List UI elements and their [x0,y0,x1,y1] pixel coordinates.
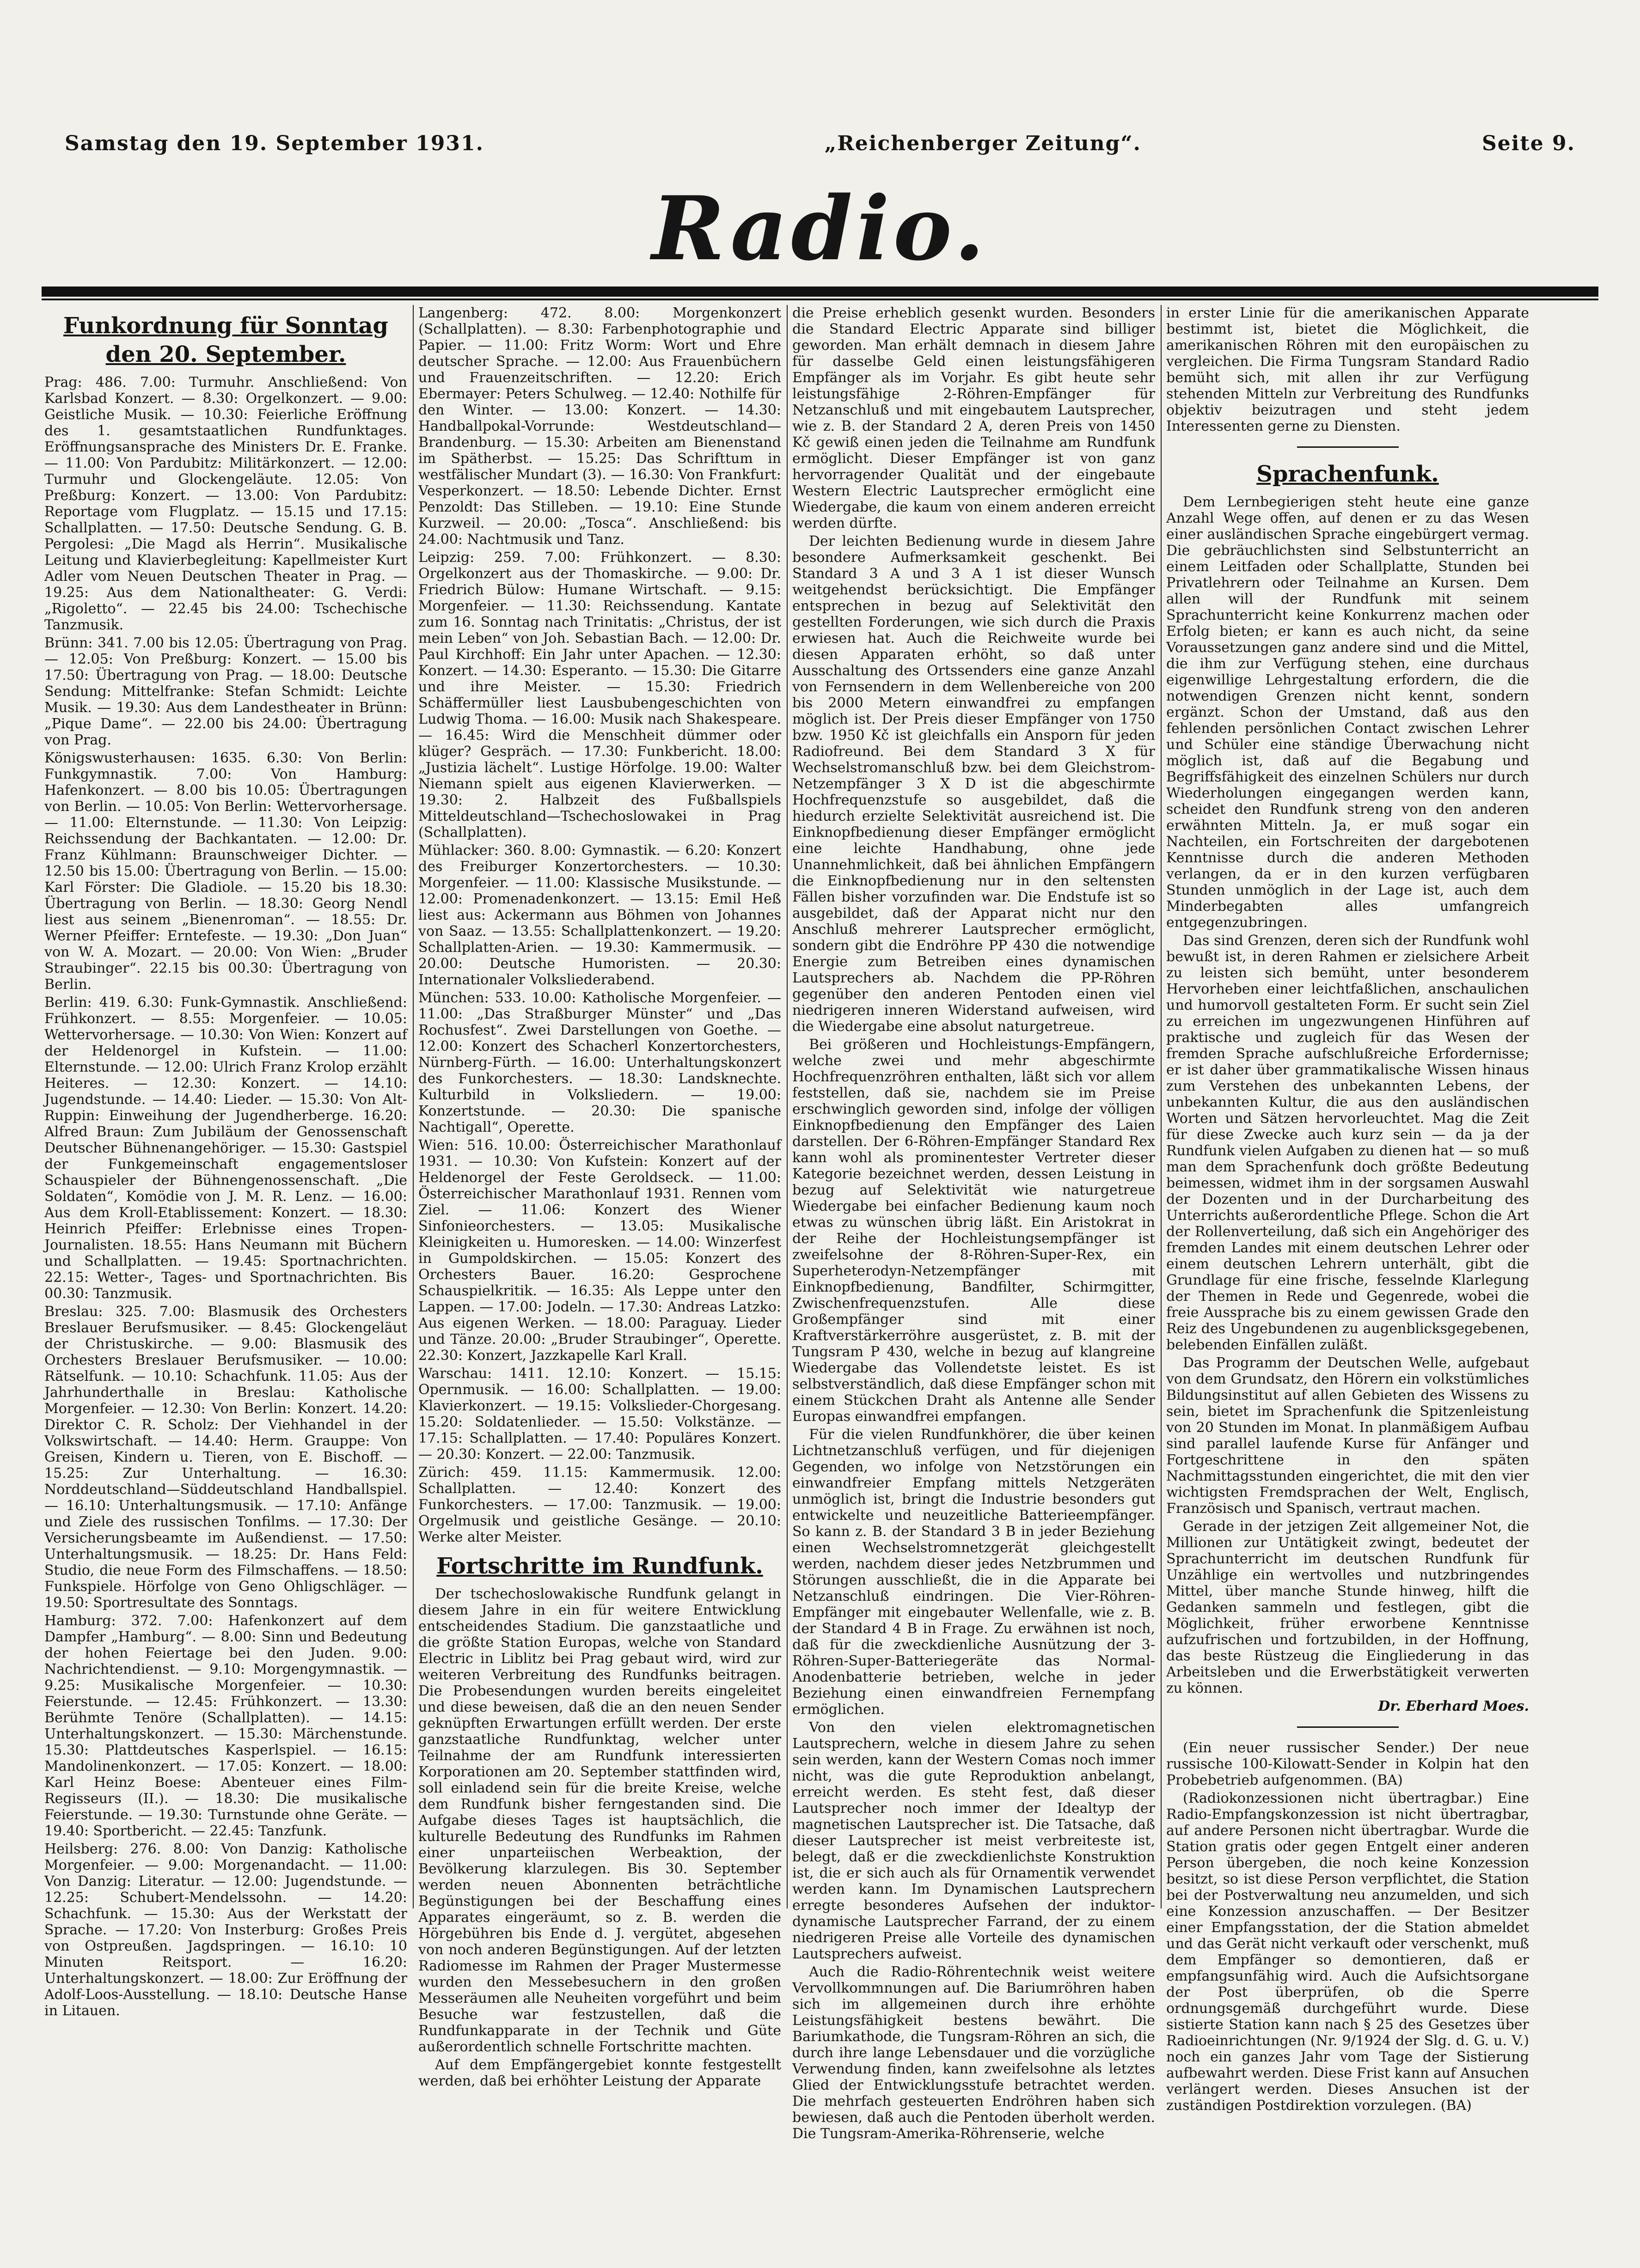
notice-paragraph: (Radiokonzessionen nicht übertragbar.) Eine Radio-Empfangskonzession ist nicht übertragbar, auf andere Personen nicht übertragbar. Wurde die Station gratis oder gegen Entgelt einer anderen Person übergeben, die noch keine Konzession besitzt, so ist diese Person verpflichtet, die Station bei der Postverwaltung neu anzumelden, und sich eine Konzession anzuschaffen. — Der Besitzer einer Empfangsstation, der die Station abmeldet und das Gerät nicht verkauft oder verschenkt, muß dem Empfänger so demontieren, daß er empfangsunfähig wird. Auch die Aufsichtsorgane der Post überprüfen, ob die Sperre ordnungsgemäß durchgeführt wurde. Diese sistierte Station kann nach § 25 des Gesetzes über Radioeinrichtungen (Nr. 9/1924 der Slg. d. G. u. V.) noch ein ganzes Jahr vom Tage der Sistierung aufbewahrt werden. Diese Frist kann auf Ansuchen verlängert werden. Dieses Ansuchen ist der zuständigen Postdirektion vorzulegen. (BA) [1166,1790,1529,2114]
masthead-rule [42,287,1598,297]
article-paragraph: Das sind Grenzen, deren sich der Rundfunk wohl bewußt ist, in deren Rahmen er zielsichere Arbeit zu leisten sich bemüht, unter besonderem Hervorheben einer leichtfaßlichen, anschaulichen und humorvoll gestalteten Form. Er sucht sein Ziel zu erreichen im ungezwungenen Hinführen auf praktische und zugleich für das Wesen der fremden Sprache aufschlußreiche Erfordernisse; er ist daher über grammatikalische Wissen hinaus zum Verstehen des unbekannten Lebens, der unbekannten Kultur, die aus den ausländischen Worten und Sätzen hervorleuchtet. Mag die Zeit für diese Zwecke auch kurz sein — da ja der Rundfunk vielen Aufgaben zu dienen hat — so muß man dem Sprachenfunk doch größte Bedeutung beimessen, widmet ihm in der sorgsamen Auswahl der Dozenten und in der Durcharbeitung des Unterrichts außerordentliche Pflege. Schon die Art der Rollenverteilung, daß sich ein Angehöriger des fremden Landes mit einem deutschen Lehrer oder einem deutschen Lehrern unterhält, gibt die Grundlage für eine frische, fesselnde Klarlegung der Themen in Rede und Gegenrede, wobei die freie Aussprache bis zu einem gewissen Grade den Reiz des Ungebundenen zu augenblicksgegebenen, belebenden Einfällen zuläßt. [1166,933,1529,1353]
article-paragraph: Der tschechoslowakische Rundfunk gelangt in diesem Jahre in ein für weitere Entwicklung entscheidendes Stadium. Die ganzstaatliche und die größte Station Europas, welche von Standard Electric in Liblitz bei Prag gebaut wird, wird zur weiteren Verbreitung des Rundfunks beitragen. Die Probesendungen wurden bereits eingeleitet und diese beweisen, daß die an den neuen Sender geknüpften Erwartungen erfüllt werden. Der erste ganzstaatliche Rundfunktag, welcher unter Teilnahme der am Rundfunk interessierten Korporationen am 20. September stattfinden wird, soll einladend sein für die breite Kreise, welche dem Rundfunk bisher ferngestanden sind. Die Aufgabe dieses Tages ist hauptsächlich, die kulturelle Bedeutung des Rundfunks im Rahmen einer unparteiischen Werbeaktion, der Bevölkerung klarzulegen. Bis 30. September werden neuen Abonnenten beträchtliche Begünstigungen bei der Beschaffung eines Apparates eingeräumt, so z. B. werden die Hörgebühren bis Ende d. J. vergütet, abgesehen von noch anderen Begünstigungen. Auf der letzten Radiomesse im Rahmen der Prager Mustermesse wurden den Messebesuchern in den großen Messeräumen alle Neuheiten vorgeführt und beim Besuche war festzustellen, daß die Rundfunkapparate in der Technik und Güte außerordentlich schnelle Fortschritte machten. [418,1586,781,2055]
program-hamburg: Hamburg: 372. 7.00: Hafenkonzert auf dem Dampfer „Hamburg“. — 8.00: Sinn und Bedeutung der hohen Feiertage bei den Juden. 9.00: Nachrichtendienst. — 9.10: Morgengymnastik. — 9.25: Musikalische Morgenfeier. — 10.30: Feierstunde. — 12.45: Frühkonzert. — 13.30: Berühmte Tenöre (Schallplatten). — 14.15: Unterhaltungskonzert. — 15.30: Märchenstunde. 15.30: Plattdeutsches Kasperlspiel. — 16.15: Mandolinenkonzert. — 17.05: Konzert. — 18.00: Karl Heinz Boese: Abenteuer eines Film-Regisseurs (II.). — 18.30: Die musikalische Feierstunde. — 19.30: Turnstunde ohne Geräte. — 19.40: Sportbericht. — 22.45: Tanzfunk. [44,1613,407,1839]
author-signature: Dr. Eberhard Moes. [1378,1698,1529,1714]
column-2 [418,305,781,2092]
masthead-rule-thin [42,299,1598,300]
column-separator [1161,305,1162,1908]
column-3 [792,305,1155,2142]
article-paragraph: Für die vielen Rundfunkhörer, die über keinen Lichtnetzanschluß verfügen, und für diejenigen Gegenden, wo infolge von Netzstörungen ein einwandfreier Empfang mittels Netzgeräten unmöglich ist, bringt die Industrie besonders gut entwickelte und neuzeitliche Batterieempfänger. So kann z. B. der Standard 3 B in jeder Beziehung einen Wechselstromnetzgerät gleichgestellt werden, nachdem dieser jedes Netzbrummen und Störungen ausschließt, die in die Apparate bei Netzanschluß eindringen. Die Vier-Röhren-Empfänger mit eingebauter Wellenfalle, wie z. B. der Standard 4 B in Frage. Zu erwähnen ist noch, daß für die zweckdienliche Ausnützung der 3-Röhren-Super-Batteriegeräte das Normal-Anodenbatterie betrieben, welche in jeder Beziehung einen einwandfreien Fernempfang ermöglichen. [792,1427,1155,1718]
program-langenberg: Langenberg: 472. 8.00: Morgenkonzert (Schallplatten). — 8.30: Farbenphotographie und Papier. — 11.00: Fritz Worm: Wort und Ehre deutscher Sprache. — 12.00: Aus Frauenbüchern und Frauenzeitschriften. — 12.20: Erich Ebermayer: Peters Schulweg. — 12.40: Nothilfe für den Winter. — 13.00: Konzert. — 14.30: Handballpokal-Vorrunde: Westdeutschland—Brandenburg. — 15.30: Arbeiten am Bienenstand im Spätherbst. — 15.25: Das Schrifttum in westfälischer Mundart (3). — 16.30: Von Frankfurt: Vesperkonzert. — 18.50: Lebende Dichter. Ernst Penzoldt: Das Stilleben. — 19.10: Eine Stunde Kurzweil. — 20.00: „Tosca“. Anschließend: bis 24.00: Nachtmusik und Tanz. [418,305,781,548]
program-breslau: Breslau: 325. 7.00: Blasmusik des Orchesters Breslauer Berufsmusiker. — 8.45: Glockengeläut der Christuskirche. — 9.00: Blasmusik des Orchesters Breslauer Berufsmusiker. — 10.00: Rätselfunk. — 10.10: Schachfunk. 11.05: Aus der Jahrhunderthalle in Breslau: Katholische Morgenfeier. — 12.30: Von Berlin: Konzert. 14.20: Direktor C. R. Scholz: Der Viehhandel in der Volkswirtschaft. — 14.40: Herm. Grauppe: Von Greisen, Kindern u. Tieren, von E. Bischoff. — 15.25: Zur Unterhaltung. — 16.30: Norddeutschland—Süddeutschland Handballspiel. — 16.10: Unterhaltungsmusik. — 17.10: Anfänge und Ziele des russischen Tonfilms. — 17.30: Der Versicherungsbeamte im Außendienst. — 17.50: Unterhaltungsmusik. — 18.25: Dr. Hans Feld: Studio, die neue Form des Filmschaffens. — 18.50: Funkspiele. Hörfolge von Geno Ohligschläger. — 19.50: Sportresultate des Sonntags. [44,1304,407,1611]
program-zuerich: Zürich: 459. 11.15: Kammermusik. 12.00: Schallplatten. — 12.40: Konzert des Funkorchesters. — 17.00: Tanzmusik. — 19.00: Orgelmusik und geistliche Gesänge. — 20.10: Werke alter Meister. [418,1464,781,1545]
program-muehlacker: Mühlacker: 360. 8.00: Gymnastik. — 6.20: Konzert des Freiburger Konzertorchesters. — 10.30: Morgenfeier. — 11.00: Klassische Musikstunde. — 12.00: Promenadenkonzert. — 13.15: Emil Heß liest aus: Ackermann aus Böhmen von Johannes von Saaz. — 13.55: Schallplattenkonzert. — 19.20: Schallplatten-Arien. — 19.30: Kammermusik. — 20.00: Deutsche Humoristen. — 20.30: Internationaler Volksliederabend. [418,842,781,988]
program-prag: Prag: 486. 7.00: Turmuhr. Anschließend: Von Karlsbad Konzert. — 8.30: Orgelkonzert. — 9.00: Geistliche Musik. — 10.30: Feierliche Eröffnung des 1. gesamtstaatlichen Rundfunktages. Eröffnungsansprache des Ministers Dr. E. Franke. — 11.00: Von Pardubitz: Militärkonzert. — 12.00: Turmuhr und Glockengeläute. 12.05: Von Preßburg: Konzert. — 13.00: Von Pardubitz: Reportage vom Flugplatz. — 15.15 und 17.15: Schallplatten. — 17.50: Deutsche Sendung. G. B. Pergolesi: „Die Magd als Herrin“. Musikalische Leitung und Klavierbegleitung: Kapellmeister Kurt Adler vom Neuen Deutschen Theater in Prag. — 19.25: Aus dem Nationaltheater: G. Verdi: „Rigoletto“. — 22.45 bis 24.00: Tschechische Tanzmusik. [44,374,407,633]
page-header [65,129,1575,157]
column-4 [1166,305,1529,2114]
issue-date: Samstag den 19. September 1931. [65,131,484,155]
article-divider [1297,446,1399,448]
program-warschau: Warschau: 1411. 12.10: Konzert. — 15.15: Opernmusik. — 16.00: Schallplatten. — 19.00: Klavierkonzert. — 19.15: Volkslieder-Chorgesang. 15.20: Soldatenlieder. — 15.50: Volkstänze. — 17.15: Schallplatten. — 17.40: Populäres Konzert. — 20.30: Konzert. — 22.00: Tanzmusik. [418,1366,781,1463]
program-heilsberg: Heilsberg: 276. 8.00: Von Danzig: Katholische Morgenfeier. — 9.00: Morgenandacht. — 11.00: Von Danzig: Literatur. — 12.00: Jugendstunde. — 12.25: Schubert-Mendelssohn. — 14.20: Schachfunk. — 15.30: Aus der Werkstatt der Sprache. — 17.20: Von Insterburg: Großes Preis von Ostpreußen. Jagdspringen. — 16.10: 10 Minuten Reitsport. — 16.20: Unterhaltungskonzert. — 18.00: Zur Eröffnung der Adolf-Loos-Ausstellung. — 18.10: Deutsche Hanse in Litauen. [44,1841,407,2019]
article-divider [1297,1726,1399,1728]
article-paragraph: Auch die Radio-Röhrentechnik weist weitere Vervollkommnungen auf. Die Bariumröhren haben sich im allgemeinen durch ihre erhöhte Leistungsfähigkeit bestens bewährt. Die Bariumkathode, die Tungsram-Röhren an sich, die durch ihre lange Lebensdauer und die vorzügliche Verwendung finden, kann zweifelsohne als letztes Glied der Entwicklungsstufe betrachtet werden. Die mehrfach gesteuerten Endröhren haben sich bewiesen, daß auch die Pentoden überholt werden. Die Tungsram-Amerika-Röhrenserie, welche [792,1964,1155,2142]
column-1 [44,305,407,2092]
column-separator [413,305,414,1908]
article-paragraph: in erster Linie für die amerikanischen Apparate bestimmt ist, bietet die Möglichkeit, die amerikanischen Röhren mit den europäischen zu vergleichen. Die Firma Tungsram Standard Radio bemüht sich, mit allen ihr zur Verfügung stehenden Mitteln zur Verbreitung des Rundfunks objektiv beizutragen und steht jedem Interessenten gerne zu Diensten. [1166,305,1529,434]
program-wien: Wien: 516. 10.00: Österreichischer Marathonlauf 1931. — 10.30: Von Kufstein: Konzert auf der Heldenorgel der Feste Geroldseck. — 11.00: Österreichischer Marathonlauf 1931. Rennen vom Ziel. — 11.06: Konzert des Wiener Sinfonieorchesters. — 13.05: Musikalische Kleinigkeiten u. Humoresken. — 14.00: Winzerfest in Gumpoldskirchen. — 15.05: Konzert des Orchesters Bauer. 16.20: Gesprochene Schauspielkritik. — 16.35: Als Leppe unter den Lappen. — 17.00: Jodeln. — 17.30: Andreas Latzko: Aus eigenen Werken. — 18.00: Paraguay. Lieder und Tänze. 20.00: „Bruder Straubinger“, Operette. 22.30: Konzert, Jazzkapelle Karl Krall. [418,1137,781,1364]
program-leipzig: Leipzig: 259. 7.00: Frühkonzert. — 8.30: Orgelkonzert aus der Thomaskirche. — 9.00: Dr. Friedrich Bülow: Humane Wirtschaft. — 9.15: Morgenfeier. — 11.30: Reichssendung. Kantate zum 16. Sonntag nach Trinitatis: „Christus, der ist mein Leben“ von Joh. Sebastian Bach. — 12.00: Dr. Paul Kirchhoff: Ein Jahr unter Apachen. — 12.30: Konzert. — 14.30: Esperanto. — 15.30: Die Gitarre und ihre Meister. — 15.30: Friedrich Schäffermüller liest Lausbubengeschichten von Ludwig Thoma. — 16.00: Musik nach Shakespeare. — 16.45: Wird die Menschheit dümmer oder klüger? Gespräch. — 17.30: Funkbericht. 18.00: „Justizia lächelt“. Lustige Hörfolge. 19.00: Walter Niemann spielt aus eigenen Klavierwerken. — 19.30: 2. Halbzeit des Fußballspiels Mitteldeutschland—Tschechoslowakei in Prag (Schallplatten). [418,549,781,841]
program-koenigswusterhausen: Königswusterhausen: 1635. 6.30: Von Berlin: Funkgymnastik. 7.00: Von Hamburg: Hafenkonzert. — 8.00 bis 10.05: Übertragungen von Berlin. — 10.05: Von Berlin: Wettervorhersage. — 11.00: Elternstunde. — 11.30: Von Leipzig: Reichssendung der Bachkantaten. — 12.00: Dr. Franz Kühlmann: Braunschweiger Dichter. — 12.50 bis 15.00: Übertragung von Berlin. — 15.00: Karl Förster: Die Gladiole. — 15.20 bis 18.30: Übertragung von Berlin. — 18.30: Georg Nendl liest aus seinem „Bienenroman“. — 18.55: Dr. Werner Pfeiffer: Erntefeste. — 19.30: „Don Juan“ von W. A. Mozart. — 20.00: Von Wien: „Bruder Straubinger“. 22.15 bis 00.30: Übertragung von Berlin. [44,750,407,993]
page-number: Seite 9. [1481,131,1575,155]
article-title-funkordnung: Funkordnung für Sonntag den 20. September. [63,313,388,367]
notice-paragraph: (Ein neuer russischer Sender.) Der neue russische 100-Kilowatt-Sender in Kolpin hat den Probebetrieb aufgenommen. (BA) [1166,1740,1529,1788]
program-muenchen: München: 533. 10.00: Katholische Morgenfeier. — 11.00: „Das Straßburger Münster“ und „Das Rochusfest“. Zwei Darstellungen von Goethe. — 12.00: Konzert des Schacherl Konzertorchesters, Nürnberg-Fürth. — 16.00: Unterhaltungskonzert des Funkorchesters. — 18.30: Landsknechte. Kulturbild in Volksliedern. — 19.00: Konzertstunde. — 20.30: Die spanische Nachtigall“, Operette. [418,990,781,1135]
article-paragraph: die Preise erheblich gesenkt wurden. Besonders die Standard Electric Apparate sind billiger geworden. Man erhält demnach in diesem Jahre für dasselbe Geld einen leistungsfähigeren Empfänger als im Vorjahr. Es gibt heute sehr leistungsfähige 2-Röhren-Empfänger für Netzanschluß und mit eingebautem Lautsprecher, wie z. B. der Standard 2 A, deren Preis von 1450 Kč gewiß einen jeden die Teilnahme am Rundfunk ermöglicht. Dieser Empfänger ist von ganz hervorragender Qualität und der eingebaute Western Electric Lautsprecher ermöglicht eine Wiedergabe, die kaum von einem anderen erreicht werden dürfte. [792,305,1155,531]
article-title-sprachenfunk: Sprachenfunk. [1256,461,1439,487]
article-paragraph: Das Programm der Deutschen Welle, aufgebaut von dem Grundsatz, den Hörern ein volkstümliches Bildungsinstitut auf allen Gebieten des Wissens zu sein, bietet im Sprachenfunk die Spitzenleistung von 20 Stunden im Monat. In planmäßigem Aufbau sind parallel laufende Kurse für Anfänger und Fortgeschrittene in den späten Nachmittagsstunden eingerichtet, die mit den vier wichtigsten Fremdsprachen der Welt, Englisch, Französisch und Spanisch, vertraut machen. [1166,1355,1529,1517]
article-paragraph: Der leichten Bedienung wurde in diesem Jahre besondere Aufmerksamkeit geschenkt. Bei Standard 3 A und 3 A 1 ist dieser Wunsch weitgehendst berücksichtigt. Die Empfänger entsprechen in bezug auf Selektivität den gestellten Forderungen, wie sich durch die Praxis erwiesen hat. Auch die Reichweite wurde bei diesen Apparaten erhöht, so daß unter Ausschaltung des Ortssenders eine ganze Anzahl von Fernsendern in dem Wellenbereiche von 200 bis 2000 Metern einwandfrei zu empfangen möglich ist. Der Preis dieser Empfänger von 1750 bzw. 1950 Kč ist gleichfalls ein Ansporn für jeden Radiofreund. Bei dem Standard 3 X für Wechselstromanschluß bzw. bei dem Gleichstrom-Netzempfänger 3 X D ist die abgeschirmte Hochfrequenzstufe so ausgebildet, daß die hiedurch erzielte Selektivität ausreichend ist. Die Einknopfbedienung dieser Empfänger ermöglicht eine leichte Handhabung, ohne jede Unannehmlichkeit, daß bei ähnlichen Empfängern die Einknopfbedienung nur in den seltensten Fällen bisher vorzufinden war. Die Endstufe ist so ausgebildet, daß der Apparat nicht nur den Anschluß mehrerer Lautsprecher ermöglicht, sondern gibt die Endröhre PP 430 die notwendige Energie zum Betreiben eines dynamischen Lautsprechers ab. Nachdem die PP-Röhren gegenüber den anderen Pentoden einen viel niedrigeren inneren Widerstand aufweisen, wird die Wiedergabe eine absolut naturgetreue. [792,533,1155,1035]
section-masthead: Radio. [652,177,988,280]
newspaper-name: „Reichenberger Zeitung“. [824,131,1141,155]
article-paragraph: Dem Lernbegierigen steht heute eine ganze Anzahl Wege offen, auf denen er zu das Wesen einer ausländischen Sprache eingebürgert vermag. Die gebräuchlichsten sind Selbstunterricht an einem Leitfaden oder Schallplatte, Stunden bei Privatlehrern oder Teilnahme an Kursen. Dem allen will der Rundfunk mit seinem Sprachunterricht keine Konkurrenz machen oder Erfolg bieten; er kann es auch nicht, da seine Voraussetzungen ganz andere sind und die Mittel, die ihm zur Verfügung stehen, eine durchaus eigenwillige Lehrgestaltung erfordern, die die notwendigen Grenzen nicht kennt, sondern ergänzt. Schon der Umstand, daß aus den fehlenden persönlichen Contact zwischen Lehrer und Schüler eine ständige Überwachung nicht möglich ist, daß auf die Begabung und Begriffsfähigkeit des einzelnen Schülers nur durch Wiederholungen eingegangen werden kann, scheidet den Rundfunk streng von den anderen erwähnten Mitteln. Ja, er muß sogar ein Nachteilen, ein Fortschreiten der dargebotenen Kenntnisse durch die anderen Methoden verlangen, da er in den kurzen verfügbaren Stunden unmöglich in der Lage ist, auch dem Minderbegabten alles umfangreich entgegenzubringen. [1166,494,1529,931]
article-paragraph: Bei größeren und Hochleistungs-Empfängern, welche zwei und mehr abgeschirmte Hochfrequenzröhren enthalten, läßt sich vor allem feststellen, daß sie, nachdem sie im Preise erschwinglich geworden sind, infolge der völligen Einknopfbedienung den Empfänger des Laien darstellen. Der 6-Röhren-Empfänger Standard Rex kann wohl als prominentester Vertreter dieser Kategorie bezeichnet werden, dessen Leistung in bezug auf Selektivität wie naturgetreue Wiedergabe bei einfacher Bedienung kaum noch etwas zu wünschen übrig läßt. Ein Aristokrat in der Reihe der Hochleistungsempfänger ist zweifelsohne der 8-Röhren-Super-Rex, ein Superheterodyn-Netzempfänger mit Einknopfbedienung, Bandfilter, Schirmgitter, Zwischenfrequenzstufen. Alle diese Großempfänger sind mit einer Kraftverstärkerröhre ausgerüstet, z. B. mit der Tungsram P 430, welche in bezug auf klangreine Wiedergabe das Vollendetste leistet. Es ist selbstverständlich, daß diese Empfänger schon mit einem Stückchen Draht als Antenne alle Sender Europas einwandfrei empfangen. [792,1036,1155,1425]
article-paragraph: Von den vielen elektromagnetischen Lautsprechern, welche in diesem Jahre zu sehen sein werden, kann der Western Comas noch immer nicht, was die gute Reproduktion anbelangt, erreicht werden. Es steht fest, daß dieser Lautsprecher noch immer der Idealtyp der magnetischen Lautsprecher ist. Die Tatsache, daß dieser Lautsprecher ist meist verbreiteste ist, belegt, daß er die zweckdienlichste Konstruktion ist, die er sich auch als für Ornamentik verwendet werden kann. Im Dynamischen Lautsprechern erregte besonderes Aufsehen der induktor-dynamische Lautsprecher Farrand, der zu einem niedrigeren Preise alle Vorteile des dynamischen Lautsprechers aufweist. [792,1719,1155,1962]
column-separator [787,305,788,1908]
article-paragraph: Gerade in der jetzigen Zeit allgemeiner Not, die Millionen zur Untätigkeit zwingt, bedeutet der Sprachunterricht im deutschen Rundfunk für Unzählige ein wertvolles und nutzbringendes Mittel, über manche Stunde hinweg, hilft die Gedanken sammeln und festlegen, gibt die Möglichkeit, früher erworbene Kenntnisse aufzufrischen und fortzubilden, in der Hoffnung, das beste Rüstzeug die Eingliederung in das Arbeitsleben und die Erwerbstätigkeit verwerten zu können. [1166,1518,1529,1696]
article-paragraph: Auf dem Empfängergebiet konnte festgestellt werden, daß bei erhöhter Leistung der Apparate [418,2057,781,2089]
program-berlin: Berlin: 419. 6.30: Funk-Gymnastik. Anschließend: Frühkonzert. — 8.55: Morgenfeier. — 10.05: Wettervorhersage. — 10.30: Von Wien: Konzert auf der Heldenorgel in Kufstein. — 11.00: Elternstunde. — 12.00: Ulrich Franz Krolop erzählt Heiteres. — 12.30: Konzert. — 14.10: Jugendstunde. — 14.40: Lieder. — 15.30: Von Alt-Ruppin: Einweihung der Jugendherberge. 16.20: Alfred Braun: Zum Jubiläum der Genossenschaft Deutscher Bühnenangehöriger. — 15.30: Gastspiel der Funkgemeinschaft engagementsloser Schauspieler der Bühnengenossenschaft. „Die Soldaten“, Komödie von J. M. R. Lenz. — 16.00: Aus dem Kroll-Etablissement: Konzert. — 18.30: Heinrich Pfeiffer: Erlebnisse eines Tropen-Journalisten. 18.55: Hans Neumann mit Büchern und Schallplatten. — 19.45: Sportnachrichten. 22.15: Wetter-, Tages- und Sportnachrichten. Bis 00.30: Tanzmusik. [44,994,407,1302]
program-bruenn: Brünn: 341. 7.00 bis 12.05: Übertragung von Prag. — 12.05: Von Preßburg: Konzert. — 15.00 bis 17.50: Übertragung von Prag. — 18.00: Deutsche Sendung: Mittelfranke: Stefan Schmidt: Leichte Musik. — 19.30: Aus dem Landestheater in Brünn: „Pique Dame“. — 22.00 bis 24.00: Übertragung von Prag. [44,635,407,748]
article-title-fortschritte: Fortschritte im Rundfunk. [436,1553,763,1579]
